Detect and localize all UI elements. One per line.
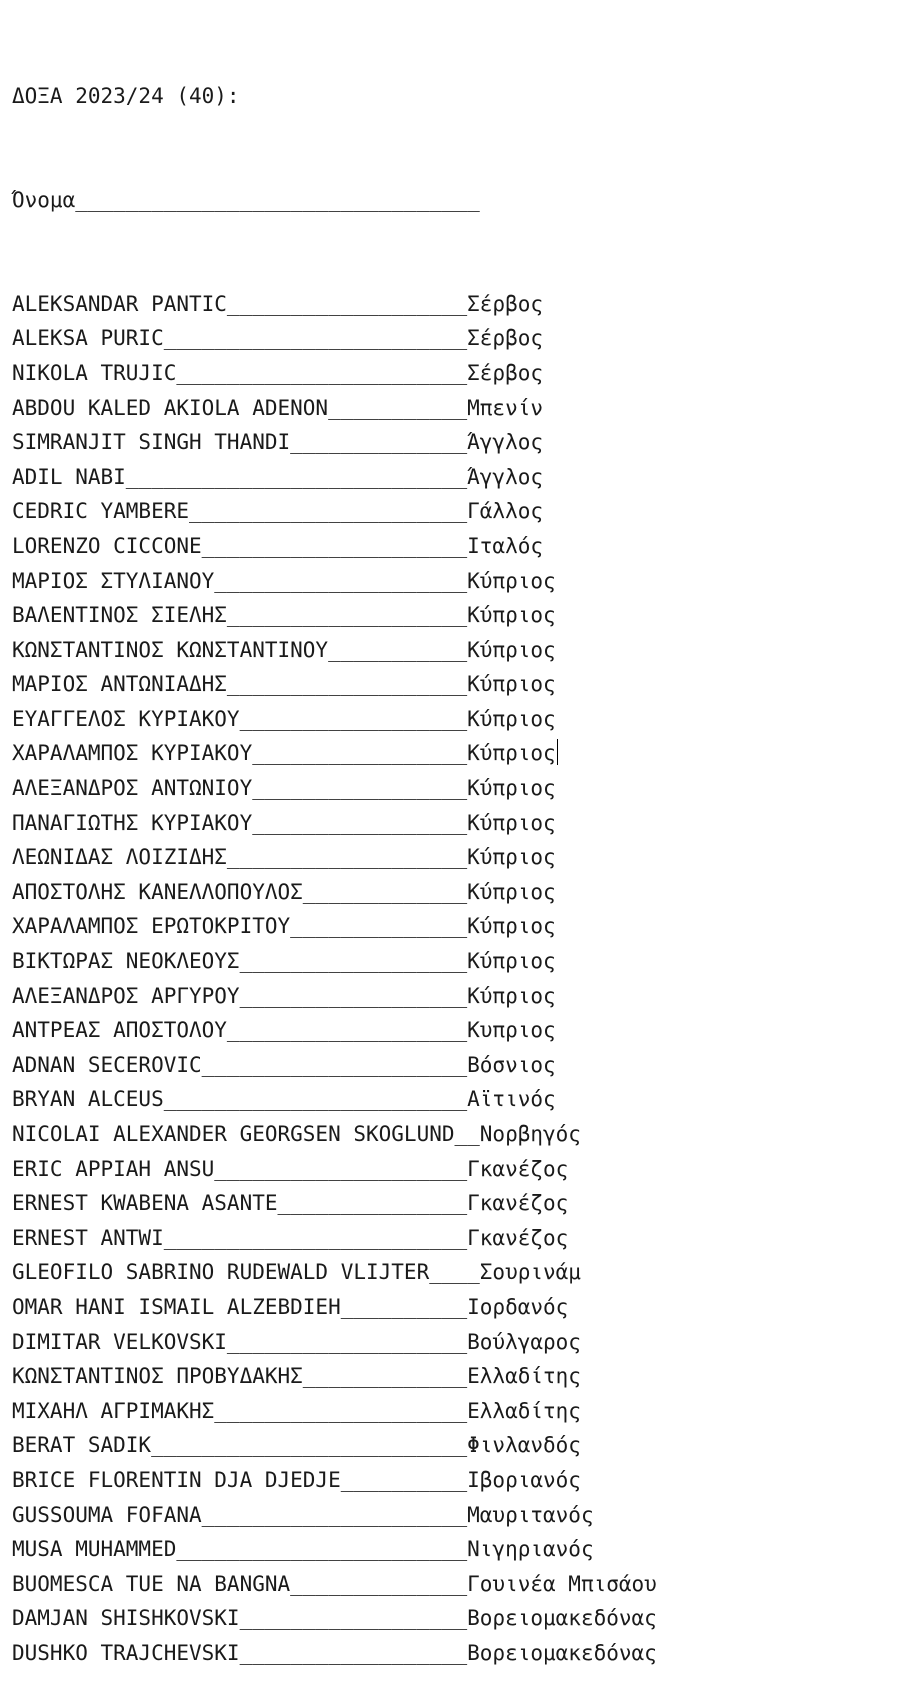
player-row: ΑΛΕΞΑΝΔΡΟΣ ΑΝΤΩΝΙΟΥ_________________Κύπριος [12, 776, 556, 801]
player-row: ERNEST KWABENA ASANTE_______________Γκανέζος [12, 1191, 569, 1216]
text-cursor [557, 739, 558, 765]
player-row: ΚΩΝΣΤΑΝΤΙΝΟΣ ΚΩΝΣΤΑΝΤΙΝΟΥ___________Κύπριος [12, 637, 556, 662]
player-row: ΠΑΝΑΓΙΩΤΗΣ ΚΥΡΙΑΚΟΥ_________________Κύπριος [12, 810, 556, 835]
player-row: ΜΙΧΑΗΛ ΑΓΡΙΜΑΚΗΣ____________________Ελλαδίτης [12, 1398, 581, 1423]
text-document[interactable] [12, 10, 657, 1705]
player-row: ΧΑΡΑΛΑΜΠΟΣ ΚΥΡΙΑΚΟΥ_________________Κύπριος [12, 741, 556, 766]
player-row: ΧΑΡΑΛΑΜΠΟΣ ΕΡΩΤΟΚΡΙΤΟΥ______________Κύπριος [12, 914, 556, 939]
player-row: GLEOFILO SABRINO RUDEWALD VLIJTER____Σουρινάμ [12, 1260, 581, 1285]
player-row: ΑΝΤΡΕΑΣ ΑΠΟΣΤΟΛΟΥ___________________Κυπριος [12, 1018, 556, 1043]
player-list [12, 287, 657, 1671]
player-row: DAMJAN SHISHKOVSKI__________________Βορειομακεδόνας [12, 1606, 657, 1631]
player-row: ADIL NABI___________________________Άγγλος [12, 464, 544, 489]
player-row: ALEKSANDAR PANTIC___________________Σέρβος [12, 291, 544, 316]
player-row: DIMITAR VELKOVSKI___________________Βούλγαρος [12, 1329, 581, 1354]
player-row: ERNEST ANTWI________________________Γκανέζος [12, 1225, 569, 1250]
player-row: ΒΑΛΕΝΤΙΝΟΣ ΣΙΕΛΗΣ___________________Κύπριος [12, 603, 556, 628]
player-row: DUSHKO TRAJCHEVSKI__________________Βορειομακεδόνας [12, 1640, 657, 1665]
player-row: ΑΠΟΣΤΟΛΗΣ ΚΑΝΕΛΛΟΠΟΥΛΟΣ_____________Κύπριος [12, 879, 556, 904]
document-title: ΔΟΞΑ 2023/24 (40): [12, 84, 240, 109]
player-row: ΒΙΚΤΩΡΑΣ ΝΕΟΚΛΕΟΥΣ__________________Κύπριος [12, 949, 556, 974]
player-row: BRICE FLORENTIN DJA DJEDJE__________Ιβοριανός [12, 1467, 581, 1492]
player-row: BUOMESCA TUE NA BANGNA______________Γουινέα Μπισάου [12, 1571, 657, 1596]
player-row: ABDOU KALED AKIOLA ADENON___________Μπενίν [12, 395, 544, 420]
player-row: ΜΑΡΙΟΣ ΑΝΤΩΝΙΑΔΗΣ___________________Κύπριος [12, 672, 556, 697]
player-row: ΛΕΩΝΙΔΑΣ ΛΟΙΖΙΔΗΣ___________________Κύπριος [12, 845, 556, 870]
player-row: ΕΥΑΓΓΕΛΟΣ ΚΥΡΙΑΚΟΥ__________________Κύπριος [12, 706, 556, 731]
player-row: CEDRIC YAMBERE______________________Γάλλος [12, 499, 544, 524]
player-row: GUSSOUMA FOFANA_____________________Μαυριτανός [12, 1502, 594, 1527]
player-row: ΚΩΝΣΤΑΝΤΙΝΟΣ ΠΡΟΒΥΔΑΚΗΣ_____________Ελλαδίτης [12, 1364, 581, 1389]
player-row: MUSA MUHAMMED_______________________Νιγηριανός [12, 1537, 594, 1562]
player-row: BERAT SADIK_________________________Φινλανδός [12, 1433, 581, 1458]
player-row: ΜΑΡΙΟΣ ΣΤΥΛΙΑΝΟΥ____________________Κύπριος [12, 568, 556, 593]
player-row: ERIC APPIAH ANSU____________________Γκανέζος [12, 1156, 569, 1181]
player-row: SIMRANJIT SINGH THANDI______________Άγγλος [12, 430, 544, 455]
player-row: ALEKSA PURIC________________________Σέρβος [12, 326, 544, 351]
player-row: BRYAN ALCEUS________________________Αϊτινός [12, 1087, 556, 1112]
column-header: Όνομα________________________________ [12, 187, 480, 212]
player-row: NIKOLA TRUJIC_______________________Σέρβος [12, 360, 544, 385]
player-row: ΑΛΕΞΑΝΔΡΟΣ ΑΡΓΥΡΟΥ__________________Κύπριος [12, 983, 556, 1008]
player-row: OMAR HANI ISMAIL ALZEBDIEH__________Ιορδανός [12, 1294, 569, 1319]
player-row: LORENZO CICCONE_____________________Ιταλός [12, 533, 544, 558]
player-row: ADNAN SECEROVIC_____________________Βόσνιος [12, 1052, 556, 1077]
player-row: NICOLAI ALEXANDER GEORGSEN SKOGLUND__Νορβηγός [12, 1122, 581, 1146]
